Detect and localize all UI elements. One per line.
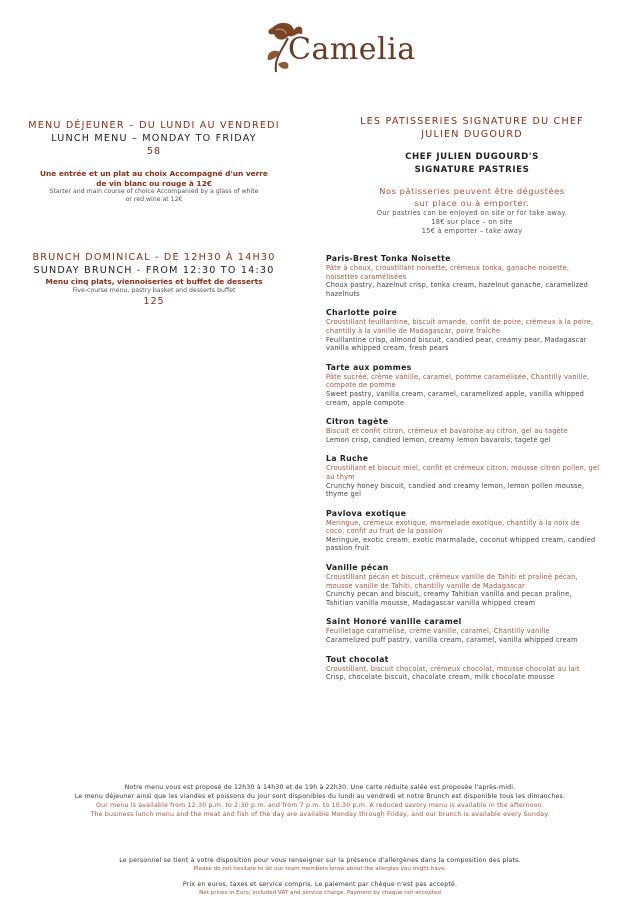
pastries-list [326,253,600,691]
pastries-price-takeaway: 15€ à emporter – take away [421,227,523,235]
pastry-desc-fr: Biscuit et confit citron, crémeux et bavaroise au citron, gel au tagète [326,427,568,436]
pastry-name: Pavlova exotique [326,508,407,518]
pastry-item [326,508,600,553]
pastry-item [326,362,600,407]
pastry-name: Charlotte poire [326,308,398,318]
pastry-name: Saint Honoré vanille caramel [326,617,462,627]
pastry-item [326,416,600,444]
pastry-desc-en: Crunchy honey biscuit, candied and creamy lemon, lemon pollen mousse, thyme gel [326,481,585,499]
pastry-desc-en: Feuillantine crisp, almond biscuit, candied pear, creamy pear, Madagascar vanilla whipped cream, fresh pears [326,335,587,353]
lunch-title-fr: MENU DÉJEUNER – DU LUNDI AU VENDREDI [28,120,280,131]
brunch-section [18,251,290,309]
pastries-title-fr-2: JULIEN DUGOURD [421,129,523,140]
hours-fr-2: Le menu déjeuner ainsi que les viandes et poissons du jour sont disponibles du lundi au vendredi et notre Brunch est disponible tous les dimanches. [74,793,566,800]
pastry-desc-en: Choux pastry, hazelnut crisp, tonka cream, hazelnut ganache, caramelized hazelnuts [326,281,588,298]
pastry-item [326,307,600,352]
pastry-item [326,453,600,498]
lunch-menu-section [18,119,290,204]
pastry-name: Tout chocolat [326,654,389,664]
pastry-name: Citron tagète [326,417,389,427]
lunch-desc-fr-2: de vin blanc ou rouge à 12€ [96,178,212,188]
allergens-fr: Le personnel se tient à votre disposition pour vous renseigner sur la présence d'allergènes dans la composition des plats. [119,857,521,864]
pastry-item [326,654,600,682]
prices-fr: Prix en euros, taxes et service compris. Le paiement par chèque n'est pas accepté. [182,881,458,888]
hours-en-2: The business lunch menu and the meat and fish of the day are available Monday through Friday, and our brunch is available every Sunday. [90,811,550,818]
pastries-title-en-1: CHEF JULIEN DUGOURD'S [405,152,539,162]
pastry-desc-fr: Croustillant, biscuit chocolat, crémeux chocolat, mousse chocolat au lait [326,664,580,673]
brunch-desc-fr: Menu cinq plats, viennoiseries et buffet de desserts [45,277,263,286]
pastry-desc-en: Crisp, chocolate biscuit, chocolate cream, milk chocolate mousse [326,673,555,682]
pastry-desc-fr: Pâte sucrée, crème vanille, caramel, pomme caramélisée, Chantilly vanille, compote de pomme [326,372,590,390]
pastries-intro-en: Our pastries can be enjoyed on site or for take away. [376,209,568,217]
pastry-desc-en: Sweet pastry, vanilla cream, caramel, caramelized apple, vanilla whipped cream, apple compote [326,389,585,407]
brunch-price: 125 [143,295,165,307]
footer-allergens [30,856,610,873]
pastry-desc-fr: Croustillant pécan et biscuit, crémeux vanille de Tahiti et praliné pécan, mousse vanille de Tahiti, chantilly vanille de Madagascar [326,573,578,590]
pastry-name: Vanille pécan [326,563,389,573]
pastry-item [326,562,600,607]
pastry-name: Paris-Brest Tonka Noisette [326,254,451,263]
pastry-desc-en: Lemon crisp, candied lemon, creamy lemon bavarois, tagete gel [326,435,551,444]
brunch-title-en: SUNDAY BRUNCH - FROM 12:30 TO 14:30 [33,265,275,276]
pastry-desc-fr: Croustillant feuillantine, biscuit amande, confit de poire, crémeux à la poire, chantilly à la vanille de Madagascar, poire fraîche [326,318,594,335]
footer-prices [30,880,610,897]
pastries-title-en-2: SIGNATURE PASTRIES [414,165,530,175]
hours-en-1: Our menu is available from 12:30 p.m. to 2:30 p.m. and from 7 p.m. to 10:30 p.m. A reduced savory menu is available in the afternoon. [96,802,544,809]
lunch-desc-en-2: or red wine at 12€ [125,196,183,203]
pastry-desc-fr: Feuilletage caramélisé, crème vanille, caramel, Chantilly vanille [326,627,550,636]
lunch-price: 58 [146,146,162,157]
pastries-title-fr-1: LES PATISSERIES SIGNATURE DU CHEF [360,116,584,127]
prices-en: Net prices in Euro, included VAT and service charge. Payment by cheque not accepted [199,890,441,896]
pastry-desc-fr: Pâte à choux, croustillant noisette, crémeux tonka, ganache noisette, noisettes caramélisées [326,264,570,281]
lunch-title-en: LUNCH MENU – MONDAY TO FRIDAY [51,133,257,144]
logo-text: Camelia [288,32,416,67]
pastry-item [326,616,600,644]
hours-fr-1: Notre menu vous est proposé de 12h30 à 14h30 et de 19h à 22h30. Une carte réduite salée est proposée l'après-midi. [124,784,516,791]
brunch-desc-en: Five-course menu, pastry basket and desserts buffet [72,286,236,294]
lunch-desc-en-1: Starter and main course of choice Accompanied by a glass of white [49,188,259,195]
pastry-desc-en: Meringue, exotic cream, exotic marmalade, coconut whipped cream, candied passion fruit [326,535,596,553]
pastries-intro-fr-1: Nos pâtisseries peuvent être dégustées [379,186,565,196]
camelia-logo [258,18,416,78]
pastry-desc-fr: Meringue, crémeux exotique, marmelade exotique, chantilly à la noix de coco, confit au fruit de la passion [326,518,580,536]
pastries-price-onsite: 18€ sur place – on site [431,218,513,226]
pastry-item [326,253,600,298]
pastry-name: Tarte aux pommes [326,362,412,372]
pastry-desc-en: Crunchy pecan and biscuit, creamy Tahitian vanilla and pecan praline, Tahitian vanilla mousse, Madagascar vanilla whipped cream [326,590,572,607]
lunch-desc-fr-1: Une entrée et un plat au choix Accompagné d'un verre [40,169,268,178]
pastries-intro-fr-2: sur place ou à emporter. [414,198,530,208]
pastry-desc-fr: Croustillant et biscuit miel, confit et crémeux citron, mousse citron pollen, gel au thym [326,464,600,481]
brunch-title-fr: BRUNCH DOMINICAL - DE 12H30 À 14H30 [32,252,276,263]
pastry-name: La Ruche [326,454,369,464]
pastries-header [322,115,622,236]
allergens-en: Please do not hesitate to let our team members know about the allergies you might have. [193,866,447,872]
pastry-desc-en: Caramelized puff pastry, vanilla cream, caramel, vanilla whipped cream [326,636,578,645]
footer-hours [30,783,610,819]
